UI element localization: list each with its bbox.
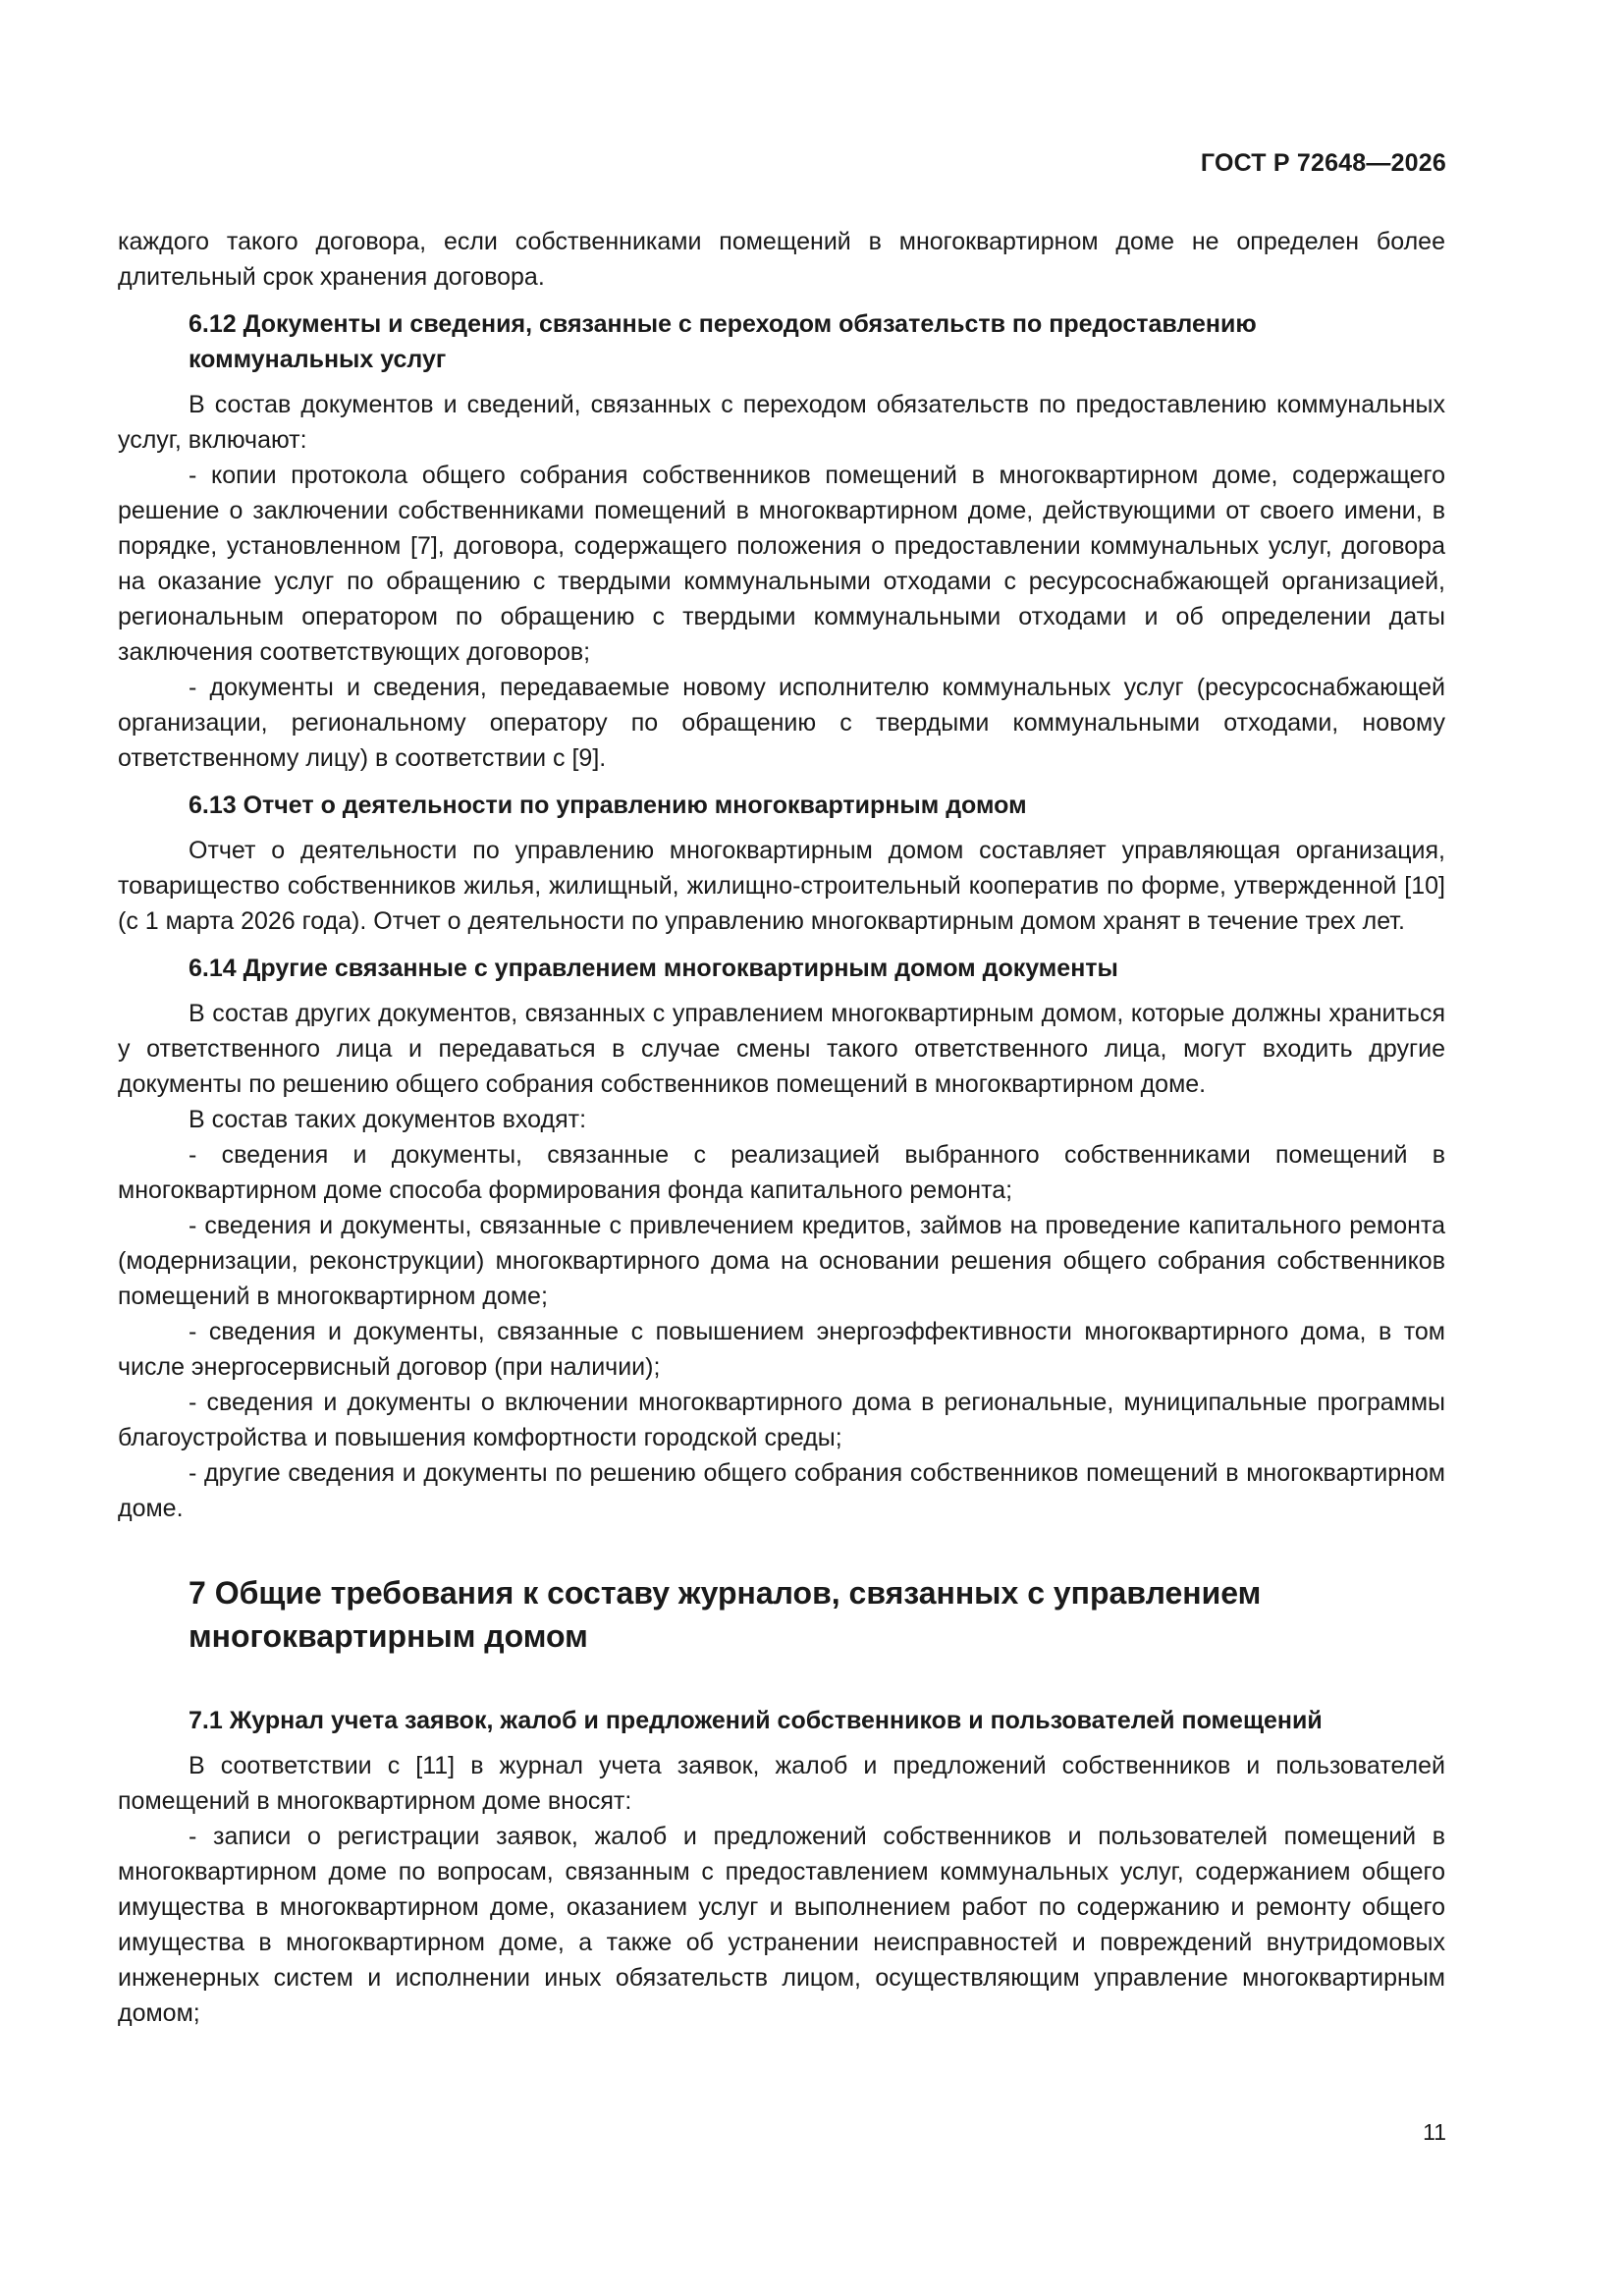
section-heading-6-13: 6.13 Отчет о деятельности по управлению многоквартирным домом [189,792,1027,819]
paragraph: В состав таких документов входят: [189,1106,587,1133]
list-item: - записи о регистрации заявок, жалоб и предложений собственников и пользователей помещений в многоквартирном доме по вопросам, связанным с предоставлением коммунальных услуг, содержанием общего имущества в многоквартирном доме, оказанием услуг и выполнением работ по содержанию и ремонту общего имущества в многоквартирном доме, а также об устранении неисправностей и повреждений внутридомовых инженерных систем и исполнении иных обязательств лицом, осуществляющим управление многоквартирным домом; [118,1823,1445,2027]
paragraph: В состав документов и сведений, связанных с переходом обязательств по предоставлению коммунальных услуг, включают: [118,391,1445,454]
paragraph: В состав других документов, связанных с управлением многоквартирным домом, которые должны храниться у ответственного лица и передаваться в случае смены такого ответственного лица, могут входить другие документы по решению общего собрания собственников помещений в многоквартирном доме. [118,1000,1445,1098]
list-item: - сведения и документы, связанные с реализацией выбранного собственниками помещений в многоквартирном доме способа формирования фонда капитального ремонта; [118,1141,1445,1204]
page-content [118,224,1445,2031]
section-heading-6-12: 6.12 Документы и сведения, связанные с переходом обязательств по предоставлению коммунальных услуг [189,310,1257,373]
list-item: - копии протокола общего собрания собственников помещений в многоквартирном доме, содержащего решение о заключении собственниками помещений в многоквартирном доме, действующими от своего имени, в порядке, установленном [7], договора, содержащего положения о предоставлении коммунальных услуг, договора на оказание услуг по обращению с твердыми коммунальными отходами с ресурсоснабжающей организацией, региональным оператором по обращению с твердыми коммунальными отходами и об определении даты заключения соответствующих договоров; [118,462,1445,666]
paragraph: Отчет о деятельности по управлению многоквартирным домом составляет управляющая организация, товарищество собственников жилья, жилищный, жилищно-строительный кооператив по форме, утвержденной [10] (с 1 марта 2026 года). Отчет о деятельности по управлению многоквартирным домом хранят в течение трех лет. [118,837,1445,935]
page-number: 11 [1423,2119,1446,2145]
section-heading-6-14: 6.14 Другие связанные с управлением многоквартирным домом документы [189,955,1118,982]
list-item: - сведения и документы, связанные с повышением энергоэффективности многоквартирного дома, в том числе энергосервисный договор (при наличии); [118,1318,1445,1381]
list-item: - документы и сведения, передаваемые новому исполнителю коммунальных услуг (ресурсоснабжающей организации, региональному оператору по обращению с твердыми коммунальными отходами, новому ответственному лицу) в соответствии с [9]. [118,674,1445,772]
paragraph: В соответствии с [11] в журнал учета заявок, жалоб и предложений собственников и пользователей помещений в многоквартирном доме вносят: [118,1752,1445,1815]
list-item: - сведения и документы, связанные с привлечением кредитов, займов на проведение капитального ремонта (модернизации, реконструкции) многоквартирного дома на основании решения общего собрания собственников помещений в многоквартирном доме; [118,1212,1445,1310]
document-header: ГОСТ Р 72648—2026 [1200,149,1446,177]
list-item: - другие сведения и документы по решению общего собрания собственников помещений в многоквартирном доме. [118,1459,1445,1522]
list-item: - сведения и документы о включении многоквартирного дома в региональные, муниципальные программы благоустройства и повышения комфортности городской среды; [118,1389,1445,1451]
section-heading-7-1: 7.1 Журнал учета заявок, жалоб и предложений собственников и пользователей помещений [189,1707,1323,1734]
chapter-heading-7: 7 Общие требования к составу журналов, связанных с управлением многоквартирным домом [189,1575,1262,1654]
paragraph: каждого такого договора, если собственниками помещений в многоквартирном доме не определен более длительный срок хранения договора. [118,228,1445,291]
